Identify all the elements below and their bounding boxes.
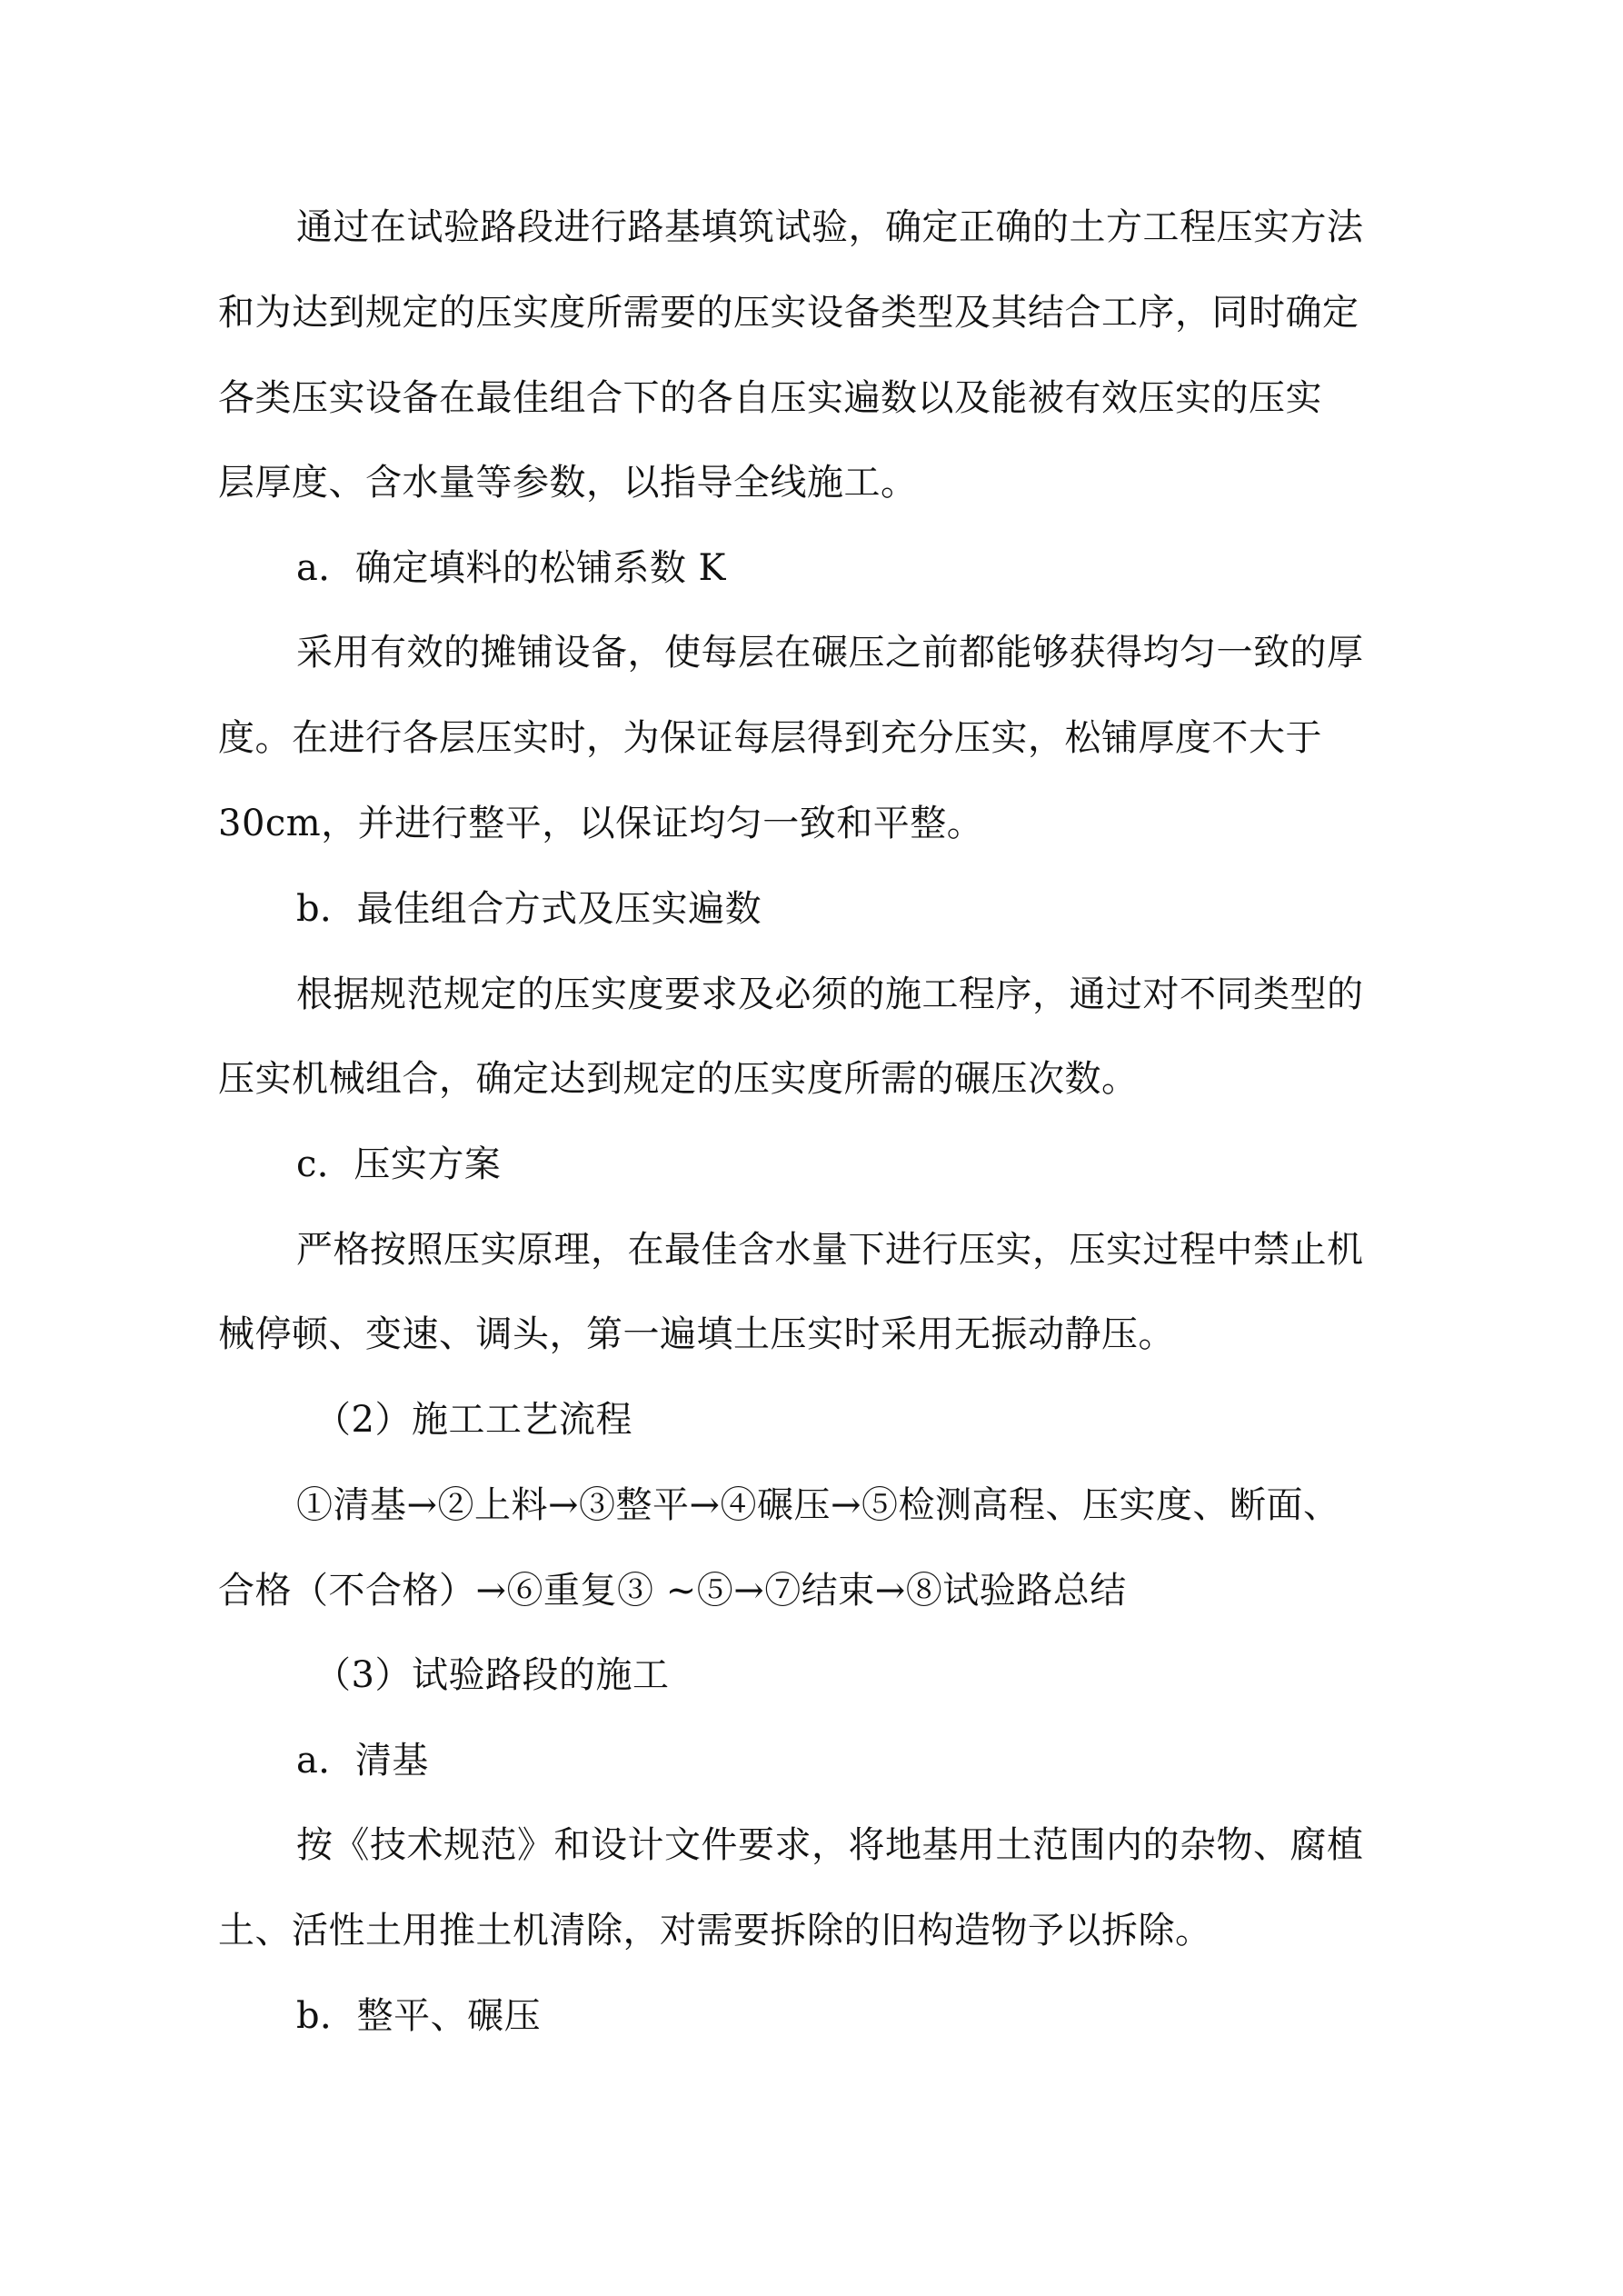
section-heading: a．清基 <box>296 1740 429 1782</box>
section-heading: b．最佳组合方式及压实遍数 <box>296 888 762 930</box>
paragraph-line: 度。在进行各层压实时，为保证每层得到充分压实，松铺厚度不大于 <box>218 717 1322 759</box>
paragraph-line: 采用有效的摊铺设备，使每层在碾压之前都能够获得均匀一致的厚 <box>296 632 1364 674</box>
paragraph-line: 按《技术规范》和设计文件要求，将地基用土范围内的杂物、腐植 <box>296 1824 1364 1866</box>
paragraph-line: 压实机械组合，确定达到规定的压实度所需的碾压次数。 <box>218 1058 1139 1100</box>
section-heading: c．压实方案 <box>296 1143 502 1185</box>
section-heading: （3）试验路段的施工 <box>314 1654 670 1696</box>
paragraph-line: 土、活性土用推土机清除，对需要拆除的旧构造物予以拆除。 <box>218 1910 1212 1952</box>
section-heading: b．整平、碾压 <box>296 1995 542 2037</box>
paragraph-line: 根据规范规定的压实度要求及必须的施工程序，通过对不同类型的 <box>296 973 1364 1015</box>
paragraph-line: 层厚度、含水量等参数，以指导全线施工。 <box>218 462 918 504</box>
paragraph-line: 械停顿、变速、调头，第一遍填土压实时采用无振动静压。 <box>218 1313 1175 1355</box>
paragraph-line: 严格按照压实原理，在最佳含水量下进行压实，压实过程中禁止机 <box>296 1229 1364 1271</box>
section-heading: （2）施工工艺流程 <box>314 1399 632 1441</box>
paragraph-line: ①清基→②上料→③整平→④碾压→⑤检测高程、压实度、断面、 <box>296 1484 1340 1526</box>
paragraph-line: 各类压实设备在最佳组合下的各自压实遍数以及能被有效压实的压实 <box>218 377 1322 419</box>
paragraph-line: 30cm，并进行整平，以保证均匀一致和平整。 <box>218 803 984 844</box>
section-heading: a．确定填料的松铺系数 K <box>296 547 726 589</box>
paragraph-line: 通过在试验路段进行路基填筑试验，确定正确的土方工程压实方法 <box>296 206 1364 248</box>
paragraph-line: 合格（不合格）→⑥重复③ ~⑤→⑦结束→⑧试验路总结 <box>218 1570 1127 1612</box>
paragraph-line: 和为达到规定的压实度所需要的压实设备类型及其结合工序，同时确定 <box>218 292 1359 334</box>
